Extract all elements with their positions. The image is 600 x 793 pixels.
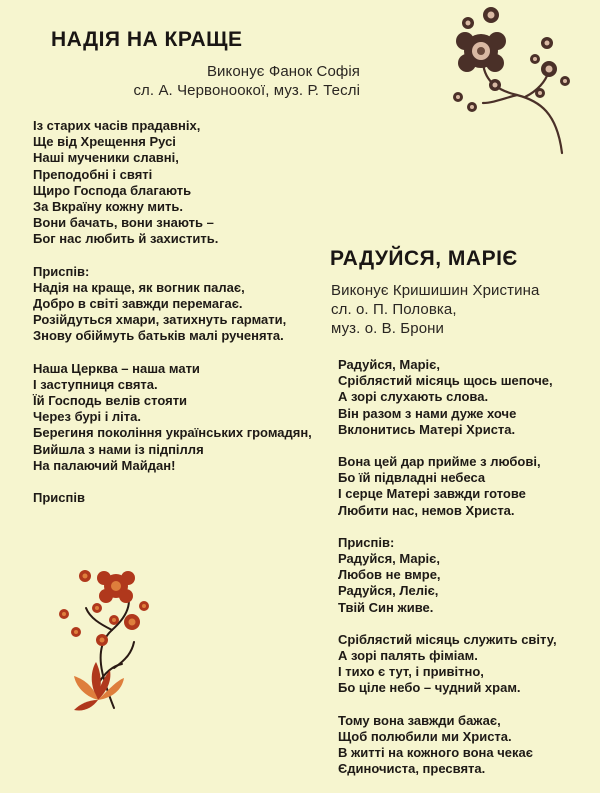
song2-title: РАДУЙСЯ, МАРІЄ bbox=[330, 247, 518, 270]
stanza bbox=[33, 361, 312, 474]
lyric-line: В житті на кожного вона чекає bbox=[338, 745, 533, 761]
lyric-line: Через бурі і літа. bbox=[33, 409, 141, 425]
lyric-line: Любов не вмре, bbox=[338, 567, 441, 583]
lyric-line: Сріблястий місяць служить світу, bbox=[338, 631, 557, 647]
floral-decoration-top-right bbox=[445, 3, 585, 163]
lyric-line: Бо ціле небо – чудний храм. bbox=[338, 680, 521, 696]
lyric-line: Приспів: bbox=[338, 534, 395, 550]
song1-performer: Виконує Фанок Софія bbox=[206, 63, 360, 80]
lyric-line: Розійдуться хмари, затихнуть гармати, bbox=[33, 312, 287, 328]
lyric-line: Їй Господь велів стояти bbox=[33, 393, 188, 409]
lyric-line: Надія на краще, як вогник палає, bbox=[33, 279, 245, 295]
lyric-line: Він разом з нами дуже хоче bbox=[338, 405, 517, 421]
lyric-line: Бог нас любить й захистить. bbox=[33, 231, 219, 247]
stanza bbox=[33, 264, 312, 345]
lyric-line: Вклонитись Матері Христа. bbox=[338, 421, 516, 437]
lyric-line: А зорі палять фіміам. bbox=[338, 648, 478, 664]
flower-icon bbox=[97, 571, 135, 603]
song1-title: НАДІЯ НА КРАЩЕ bbox=[51, 28, 243, 51]
lyric-line: Щиро Господа благають bbox=[33, 182, 192, 198]
lyric-line: Добро в світі завжди перемагає. bbox=[33, 296, 243, 312]
stanza bbox=[338, 357, 557, 438]
floral-decoration-bottom-left bbox=[52, 548, 172, 723]
song2-lyricist: сл. о. П. Половка, bbox=[331, 301, 457, 318]
lyric-line: Із старих часів прадавніх, bbox=[33, 118, 201, 133]
lyric-line: Вона цей дар прийме з любові, bbox=[338, 454, 541, 470]
stanza bbox=[338, 454, 557, 519]
flower-icon bbox=[456, 32, 506, 72]
song2-composer: муз. о. В. Брони bbox=[331, 320, 445, 337]
lyric-line: А зорі слухають слова. bbox=[338, 389, 489, 405]
lyric-line: Твій Син живе. bbox=[338, 599, 434, 615]
lyric-line: Вони бачать, вони знають – bbox=[33, 215, 214, 231]
lyric-line: Вийшла з нами із підпілля bbox=[33, 441, 204, 457]
stanza bbox=[338, 535, 557, 616]
lyric-line: Наша Церква – наша мати bbox=[33, 360, 200, 376]
lyric-line: Преподобні і святі bbox=[33, 166, 153, 182]
lyric-line: Приспів bbox=[33, 490, 85, 506]
lyric-line: Приспів: bbox=[33, 263, 90, 279]
stanza bbox=[338, 713, 557, 778]
lyric-line: На палаючий Майдан! bbox=[33, 457, 176, 473]
lyric-line: Берегиня покоління українських громадян, bbox=[33, 425, 312, 441]
lyric-line: Щоб полюбили ми Христа. bbox=[338, 728, 512, 744]
lyric-line: Знову обіймуть батьків малі рученята. bbox=[33, 328, 284, 344]
lyric-line: Радуйся, Леліє, bbox=[338, 583, 439, 599]
lyric-line: Ще від Хрещення Русі bbox=[33, 134, 176, 150]
lyric-line: Єдиночиста, пресвята. bbox=[338, 761, 486, 777]
song2-lyrics bbox=[338, 357, 557, 793]
lyric-line: Любити нас, немов Христа. bbox=[338, 502, 515, 518]
song1-lyrics bbox=[33, 118, 312, 522]
leaf-bunch-icon bbox=[74, 662, 124, 711]
lyric-line: Радуйся, Маріє, bbox=[338, 357, 440, 372]
lyric-line: І заступниця свята. bbox=[33, 376, 158, 392]
stanza bbox=[33, 490, 312, 506]
stanza bbox=[338, 632, 557, 697]
lyric-line: За Вкраїну кожну мить. bbox=[33, 199, 183, 215]
lyric-line: І серце Матері завжди готове bbox=[338, 486, 526, 502]
lyric-line: Наші мученики славні, bbox=[33, 150, 179, 166]
stanza bbox=[33, 118, 312, 248]
lyric-line: Тому вона завжди бажає, bbox=[338, 712, 501, 728]
lyric-line: Бо їй підвладні небеса bbox=[338, 470, 486, 486]
song2-performer: Виконує Кришишин Христина bbox=[331, 282, 540, 299]
lyric-line: Радуйся, Маріє, bbox=[338, 551, 440, 567]
lyric-line: І тихо є тут, і привітно, bbox=[338, 664, 484, 680]
lyric-line: Сріблястий місяць щось шепоче, bbox=[338, 373, 553, 389]
song1-authors: сл. А. Червоноокої, муз. Р. Теслі bbox=[133, 82, 360, 99]
